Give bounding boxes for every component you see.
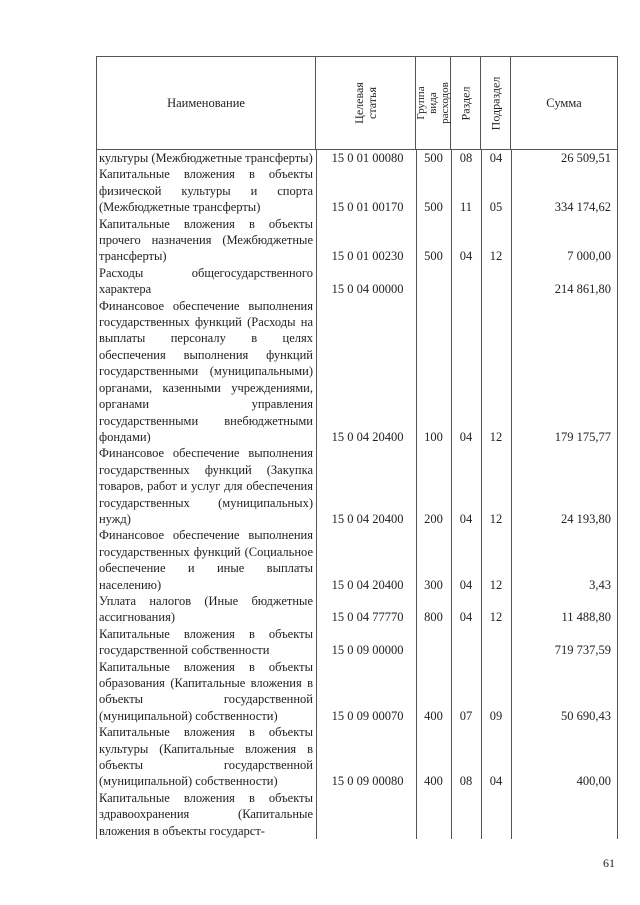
row-group-cell: [416, 166, 451, 215]
row-sum: 400,00: [576, 774, 611, 789]
row-target-code: 15 0 01 00230: [331, 249, 404, 264]
row-group-cell: [416, 445, 451, 527]
row-name: Финансовое обеспечение выполнения государственных функций (Закупка товаров, работ и услуг для обеспечения государственных (муниципальных) нужд): [99, 446, 313, 526]
row-target-code-cell: [316, 659, 416, 725]
row-group-cell: [416, 265, 451, 298]
row-subsection-cell: [481, 298, 511, 446]
row-section: 04: [459, 429, 473, 444]
row-subsection-cell: [481, 790, 511, 839]
row-subsection-cell: [481, 166, 511, 215]
row-subsection: 12: [489, 249, 503, 264]
table-row: [97, 166, 617, 215]
row-name-cell: [97, 298, 316, 446]
row-section-cell: [451, 298, 481, 446]
row-section: 04: [459, 610, 473, 625]
row-group-cell: [416, 593, 451, 626]
table-row: [97, 298, 617, 446]
row-subsection: 12: [489, 429, 503, 444]
row-section: 04: [459, 249, 473, 264]
row-section-cell: [451, 659, 481, 725]
row-name: Капитальные вложения в объекты прочего назначения (Межбюджетные трансферты): [99, 216, 313, 264]
row-sum-cell: [511, 216, 617, 265]
row-target-code-cell: [316, 445, 416, 527]
row-target-code-cell: [316, 724, 416, 790]
row-sum-cell: [511, 659, 617, 725]
budget-table: [96, 56, 618, 839]
row-subsection-cell: [481, 527, 511, 593]
row-name-cell: [97, 150, 316, 166]
row-target-code: 15 0 09 00080: [331, 774, 404, 789]
row-subsection-cell: [481, 724, 511, 790]
header-sum: Сумма: [546, 95, 582, 110]
header-target-cell: [316, 57, 416, 149]
row-section-cell: [451, 216, 481, 265]
row-group-cell: [416, 724, 451, 790]
row-group-cell: [416, 790, 451, 839]
row-section: 04: [459, 511, 473, 526]
row-group-cell: [416, 298, 451, 446]
table-row: [97, 216, 617, 265]
row-sum: 719 737,59: [554, 643, 611, 658]
row-name: Финансовое обеспечение выполнения государственных функций (Социальное обеспечение и иные выплаты населению): [99, 528, 313, 592]
row-target-code-cell: [316, 626, 416, 659]
row-name: Финансовое обеспечение выполнения государственных функций (Расходы на выплаты персоналу в целях обеспечения выполнения функций государственными (муниципальными) органами, казенными учреждениями, органами управления государственными внебюджетными фондами): [99, 298, 313, 444]
row-sum: 24 193,80: [561, 511, 611, 526]
row-subsection-cell: [481, 593, 511, 626]
table-row: [97, 626, 617, 659]
header-section-cell: [451, 57, 481, 149]
row-subsection: 04: [489, 151, 503, 165]
row-sum-cell: [511, 790, 617, 839]
row-group: 400: [424, 708, 443, 723]
row-target-code: 15 0 04 20400: [331, 511, 404, 526]
row-sum-cell: [511, 298, 617, 446]
table-row: [97, 527, 617, 593]
row-name: Капитальные вложения в объекты государственной собственности: [99, 626, 313, 658]
row-name-cell: [97, 593, 316, 626]
header-target: Целевая статья: [351, 82, 379, 124]
row-name-cell: [97, 659, 316, 725]
header-subsection-cell: [481, 57, 511, 149]
row-section-cell: [451, 626, 481, 659]
row-sum-cell: [511, 265, 617, 298]
row-group-cell: [416, 626, 451, 659]
header-subsection: Подраздел: [488, 76, 503, 130]
row-sum: 3,43: [589, 577, 611, 592]
row-subsection-cell: [481, 659, 511, 725]
table-body: [97, 150, 617, 839]
row-section-cell: [451, 593, 481, 626]
row-sum-cell: [511, 445, 617, 527]
row-name-cell: [97, 527, 316, 593]
header-name: Наименование: [167, 95, 245, 110]
row-section-cell: [451, 166, 481, 215]
row-group: 200: [424, 511, 443, 526]
row-subsection: 12: [489, 511, 503, 526]
row-target-code-cell: [316, 593, 416, 626]
header-name-cell: [97, 57, 316, 149]
row-name-cell: [97, 265, 316, 298]
row-name: Уплата налогов (Иные бюджетные ассигнования): [99, 593, 313, 625]
row-target-code-cell: [316, 216, 416, 265]
table-row: [97, 659, 617, 725]
row-sum-cell: [511, 166, 617, 215]
row-sum: 26 509,51: [561, 151, 611, 165]
row-section: 04: [459, 577, 473, 592]
header-group-cell: [416, 57, 451, 149]
row-group: 500: [424, 200, 443, 215]
row-target-code: 15 0 01 00080: [331, 151, 404, 165]
row-section-cell: [451, 445, 481, 527]
row-group: 500: [424, 151, 443, 165]
row-target-code-cell: [316, 150, 416, 166]
table-row: [97, 445, 617, 527]
row-subsection: 12: [489, 577, 503, 592]
row-target-code: 15 0 04 77770: [331, 610, 404, 625]
row-subsection-cell: [481, 626, 511, 659]
table-row: [97, 790, 617, 839]
row-name: Капитальные вложения в объекты здравоохранения (Капитальные вложения в объекты государст-: [99, 790, 313, 838]
row-sum-cell: [511, 626, 617, 659]
row-group: 100: [424, 429, 443, 444]
table-header: [97, 56, 617, 150]
row-section: 08: [459, 151, 473, 165]
row-subsection: 09: [489, 708, 503, 723]
row-name: Капитальные вложения в объекты образования (Капитальные вложения в объекты государственной (муниципальной) собственности): [99, 659, 313, 723]
row-name-cell: [97, 724, 316, 790]
row-subsection-cell: [481, 216, 511, 265]
row-subsection: 05: [489, 200, 503, 215]
row-target-code-cell: [316, 790, 416, 839]
table-row: [97, 724, 617, 790]
row-name: культуры (Межбюджетные трансферты): [99, 151, 313, 165]
row-section-cell: [451, 724, 481, 790]
row-sum-cell: [511, 593, 617, 626]
row-sum-cell: [511, 724, 617, 790]
row-group-cell: [416, 659, 451, 725]
row-section: 11: [459, 200, 473, 215]
row-target-code: 15 0 01 00170: [331, 200, 404, 215]
row-name-cell: [97, 216, 316, 265]
row-target-code: 15 0 04 00000: [331, 282, 404, 297]
row-section-cell: [451, 790, 481, 839]
row-name: Капитальные вложения в объекты физической культуры и спорта (Межбюджетные трансферты): [99, 167, 313, 215]
row-group-cell: [416, 527, 451, 593]
row-target-code-cell: [316, 166, 416, 215]
row-subsection-cell: [481, 150, 511, 166]
row-section: 08: [459, 774, 473, 789]
row-sum: 7 000,00: [567, 249, 611, 264]
row-sum: 11 488,80: [561, 610, 611, 625]
row-group: 500: [424, 249, 443, 264]
row-group-cell: [416, 150, 451, 166]
row-target-code-cell: [316, 298, 416, 446]
row-name-cell: [97, 790, 316, 839]
row-target-code-cell: [316, 265, 416, 298]
header-group: Группа вида расходов: [415, 82, 452, 124]
table-row: [97, 593, 617, 626]
row-target-code: 15 0 04 20400: [331, 577, 404, 592]
table-row: [97, 265, 617, 298]
row-group: 400: [424, 774, 443, 789]
row-target-code-cell: [316, 527, 416, 593]
row-section-cell: [451, 527, 481, 593]
row-subsection: 12: [489, 610, 503, 625]
row-name-cell: [97, 166, 316, 215]
row-target-code: 15 0 09 00000: [331, 643, 404, 658]
row-group: 300: [424, 577, 443, 592]
row-sum: 334 174,62: [554, 200, 611, 215]
row-group: 800: [424, 610, 443, 625]
row-section-cell: [451, 150, 481, 166]
row-name: Расходы общегосударственного характера: [99, 265, 313, 297]
row-sum: 214 861,80: [554, 282, 611, 297]
row-name: Капитальные вложения в объекты культуры (Капитальные вложения в объекты государственной (муниципальной) собственности): [99, 725, 313, 789]
row-sum: 179 175,77: [554, 429, 611, 444]
row-target-code: 15 0 04 20400: [331, 429, 404, 444]
row-subsection-cell: [481, 265, 511, 298]
row-section: 07: [459, 708, 473, 723]
row-section-cell: [451, 265, 481, 298]
row-name-cell: [97, 445, 316, 527]
header-sum-cell: [511, 57, 617, 149]
row-sum-cell: [511, 150, 617, 166]
table-row: [97, 150, 617, 166]
row-sum: 50 690,43: [561, 708, 611, 723]
row-subsection-cell: [481, 445, 511, 527]
header-section: Раздел: [458, 86, 473, 120]
row-name-cell: [97, 626, 316, 659]
row-target-code: 15 0 09 00070: [331, 708, 404, 723]
row-subsection: 04: [489, 774, 503, 789]
page-number: 61: [603, 856, 615, 870]
row-group-cell: [416, 216, 451, 265]
row-sum-cell: [511, 527, 617, 593]
